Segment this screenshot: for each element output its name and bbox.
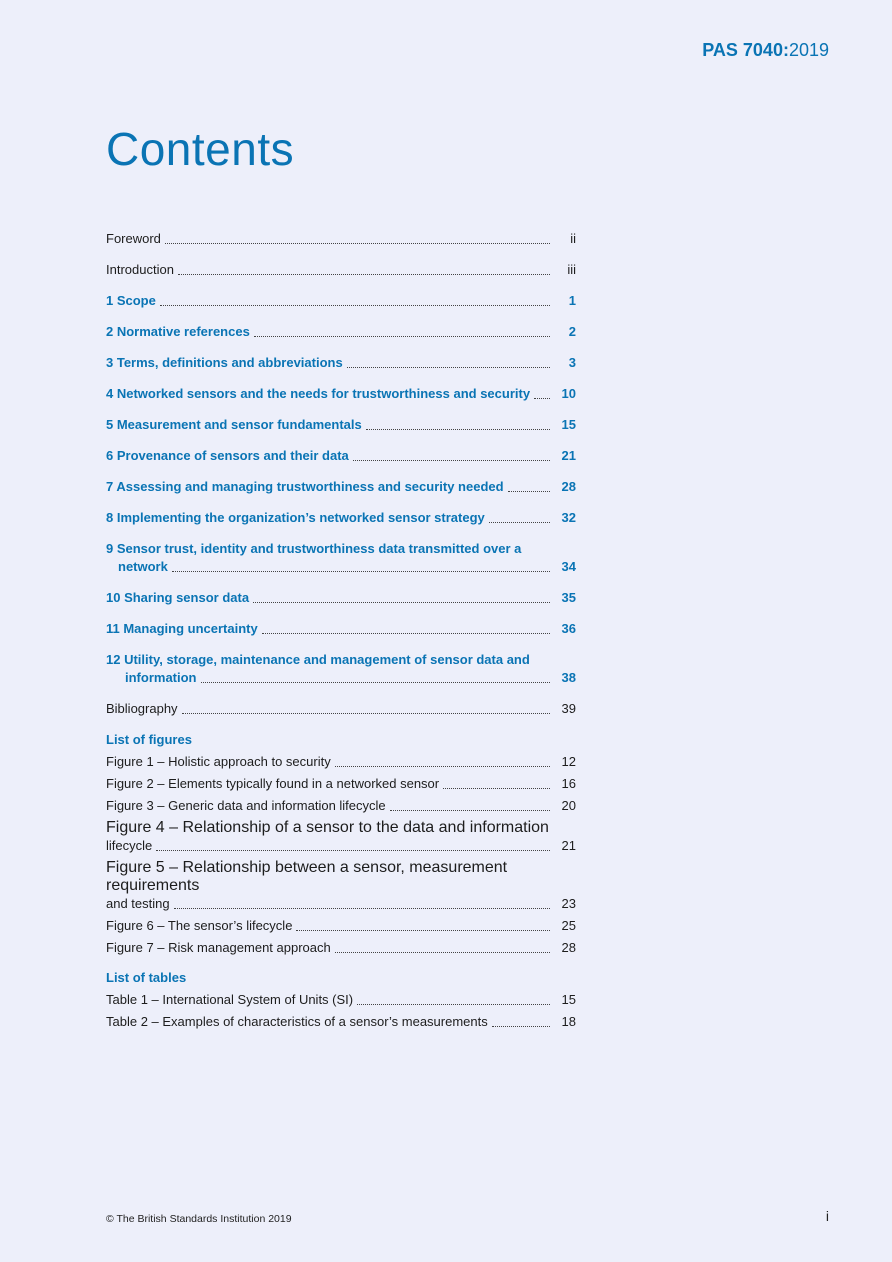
figure-entry-label: Figure 1 – Holistic approach to security bbox=[106, 754, 331, 769]
figure-entry[interactable] bbox=[106, 819, 576, 855]
figure-entry-label-line1: Figure 4 – Relationship of a sensor to the data and information bbox=[106, 819, 549, 836]
leader-dots bbox=[390, 810, 550, 811]
toc-entry-page: 38 bbox=[561, 670, 576, 685]
leader-dots bbox=[489, 522, 550, 523]
toc-entry-label: 11 Managing uncertainty bbox=[106, 621, 258, 636]
leader-dots bbox=[335, 766, 550, 767]
toc-entry-introduction[interactable] bbox=[106, 261, 576, 279]
toc-entry-9[interactable] bbox=[106, 540, 576, 576]
document-code bbox=[702, 40, 829, 61]
table-entry-page: 18 bbox=[561, 1014, 576, 1029]
toc-entry-6[interactable] bbox=[106, 447, 576, 465]
figure-entry-page: 12 bbox=[561, 754, 576, 769]
document-code-year: 2019 bbox=[788, 40, 829, 60]
page-number: i bbox=[825, 1208, 829, 1224]
figure-entry-label: Figure 6 – The sensor’s lifecycle bbox=[106, 918, 293, 933]
toc-entry-11[interactable] bbox=[106, 620, 576, 638]
toc-entry-label: 3 Terms, definitions and abbreviations bbox=[106, 355, 343, 370]
figure-entry-label-line2: and testing bbox=[106, 896, 170, 911]
figure-entry-page: 20 bbox=[561, 798, 576, 813]
toc-entry-label: 8 Implementing the organization’s networked sensor strategy bbox=[106, 510, 485, 525]
toc-entry-label-line1: 9 Sensor trust, identity and trustworthiness data transmitted over a bbox=[106, 541, 522, 556]
toc-entry-label: Introduction bbox=[106, 262, 174, 277]
toc-entry-12[interactable] bbox=[106, 651, 576, 687]
leader-dots bbox=[156, 850, 550, 851]
leader-dots bbox=[253, 602, 550, 603]
toc-entry-label: 6 Provenance of sensors and their data bbox=[106, 448, 349, 463]
figure-entry-label: Figure 7 – Risk management approach bbox=[106, 940, 331, 955]
leader-dots bbox=[357, 1004, 550, 1005]
leader-dots bbox=[492, 1026, 550, 1027]
figure-entry-page: 21 bbox=[561, 838, 576, 853]
figure-entry[interactable] bbox=[106, 859, 576, 913]
toc-entry-4[interactable] bbox=[106, 385, 576, 403]
toc-entry-page: 3 bbox=[568, 355, 576, 370]
figure-entry[interactable] bbox=[106, 939, 576, 957]
figure-entry[interactable] bbox=[106, 775, 576, 793]
toc-entry-label-line1: 12 Utility, storage, maintenance and management of sensor data and bbox=[106, 652, 530, 667]
toc-entry-page: iii bbox=[567, 262, 576, 277]
toc-entry-bibliography[interactable] bbox=[106, 700, 576, 718]
leader-dots bbox=[534, 398, 550, 399]
leader-dots bbox=[443, 788, 550, 789]
toc-entry-label-line2: information bbox=[125, 670, 197, 685]
toc-entry-2[interactable] bbox=[106, 323, 576, 341]
leader-dots bbox=[160, 305, 550, 306]
leader-dots bbox=[366, 429, 550, 430]
toc-entry-1[interactable] bbox=[106, 292, 576, 310]
list-of-figures-heading: List of figures bbox=[106, 732, 192, 747]
figure-entry[interactable] bbox=[106, 797, 576, 815]
copyright-notice: © The British Standards Institution 2019 bbox=[106, 1213, 292, 1225]
toc-entry-label: 4 Networked sensors and the needs for trustworthiness and security bbox=[106, 386, 531, 401]
toc-entry-page: 21 bbox=[561, 448, 576, 463]
section-gap bbox=[106, 961, 576, 969]
figure-entry-page: 25 bbox=[561, 918, 576, 933]
toc-entry-label: Bibliography bbox=[106, 701, 178, 716]
toc-entry-label: 2 Normative references bbox=[106, 324, 250, 339]
toc-entry-page: 39 bbox=[561, 701, 576, 716]
toc-entry-page: 2 bbox=[568, 324, 576, 339]
leader-dots bbox=[165, 243, 550, 244]
leader-dots bbox=[508, 491, 550, 492]
leader-dots bbox=[347, 367, 550, 368]
toc-entry-page: 10 bbox=[561, 386, 576, 401]
table-entry[interactable] bbox=[106, 1013, 576, 1031]
toc-entry-page: 32 bbox=[561, 510, 576, 525]
leader-dots bbox=[182, 713, 550, 714]
toc-entry-3[interactable] bbox=[106, 354, 576, 372]
table-entry-page: 15 bbox=[561, 992, 576, 1007]
leader-dots bbox=[201, 682, 551, 683]
toc-entry-label: 1 Scope bbox=[106, 293, 156, 308]
figure-entry-label: Figure 3 – Generic data and information lifecycle bbox=[106, 798, 386, 813]
toc-entry-page: 15 bbox=[561, 417, 576, 432]
leader-dots bbox=[262, 633, 550, 634]
toc-entry-8[interactable] bbox=[106, 509, 576, 527]
leader-dots bbox=[254, 336, 550, 337]
leader-dots bbox=[172, 571, 550, 572]
figure-entry-page: 28 bbox=[561, 940, 576, 955]
figure-entry-label: Figure 2 – Elements typically found in a networked sensor bbox=[106, 776, 440, 791]
leader-dots bbox=[178, 274, 550, 275]
toc-entry-foreword[interactable] bbox=[106, 230, 576, 248]
leader-dots bbox=[335, 952, 550, 953]
figure-entry-page: 23 bbox=[561, 896, 576, 911]
figure-entry-label-line1: Figure 5 – Relationship between a sensor, measurement requirements bbox=[106, 859, 508, 894]
toc-entry-page: 36 bbox=[561, 621, 576, 636]
toc-entry-label: 5 Measurement and sensor fundamentals bbox=[106, 417, 362, 432]
table-of-contents bbox=[106, 230, 576, 1035]
toc-entry-label-line2: network bbox=[118, 559, 168, 574]
toc-entry-page: ii bbox=[570, 231, 576, 246]
table-entry-label: Table 1 – International System of Units (SI) bbox=[106, 992, 354, 1007]
figure-entry-page: 16 bbox=[561, 776, 576, 791]
leader-dots bbox=[353, 460, 550, 461]
document-code-number: PAS 7040: bbox=[702, 40, 789, 60]
toc-entry-10[interactable] bbox=[106, 589, 576, 607]
toc-entry-label: 7 Assessing and managing trustworthiness and security needed bbox=[106, 479, 504, 494]
toc-entry-page: 1 bbox=[568, 293, 576, 308]
leader-dots bbox=[296, 930, 550, 931]
toc-entry-page: 35 bbox=[561, 590, 576, 605]
toc-entry-label: Foreword bbox=[106, 231, 161, 246]
toc-entry-label: 10 Sharing sensor data bbox=[106, 590, 250, 605]
toc-entry-5[interactable] bbox=[106, 416, 576, 434]
list-of-tables-heading: List of tables bbox=[106, 970, 187, 985]
table-entry[interactable] bbox=[106, 991, 576, 1009]
leader-dots bbox=[174, 908, 550, 909]
figure-entry-label-line2: lifecycle bbox=[106, 838, 153, 853]
figure-entry[interactable] bbox=[106, 753, 576, 771]
toc-entry-page: 28 bbox=[561, 479, 576, 494]
figure-entry[interactable] bbox=[106, 917, 576, 935]
table-entry-label: Table 2 – Examples of characteristics of a sensor’s measurements bbox=[106, 1014, 488, 1029]
toc-entry-7[interactable] bbox=[106, 478, 576, 496]
toc-entry-page: 34 bbox=[561, 559, 576, 574]
page-title: Contents bbox=[106, 123, 295, 175]
